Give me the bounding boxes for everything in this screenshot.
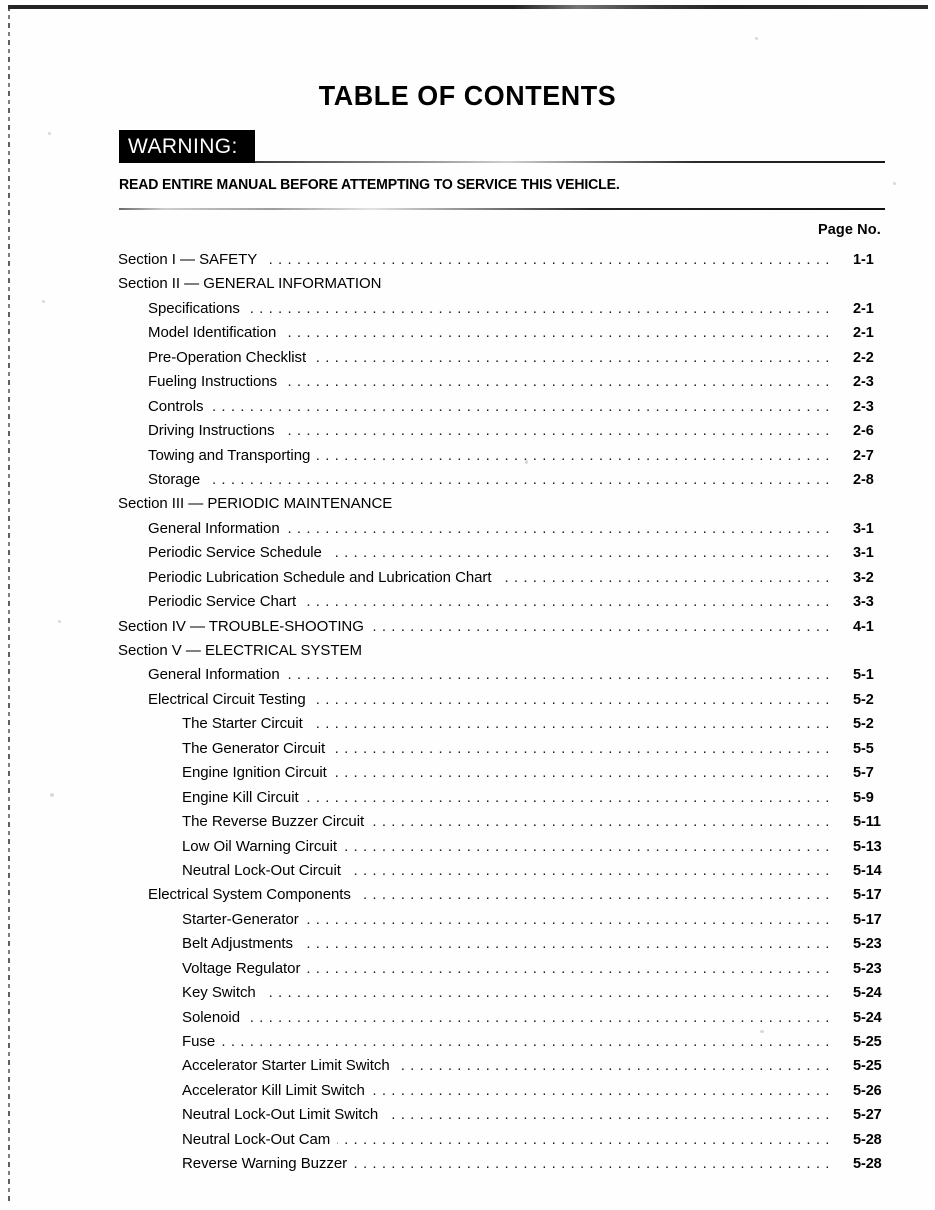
toc-entry-page-number: 3-2 bbox=[853, 569, 874, 586]
toc-row[interactable] bbox=[0, 737, 935, 761]
toc-entry-label: Engine Kill Circuit bbox=[182, 786, 306, 810]
toc-entry-label: Section I — SAFETY bbox=[118, 248, 264, 272]
scan-speck bbox=[48, 132, 51, 135]
toc-entry-label: Fuse bbox=[182, 1030, 222, 1054]
toc-entry-label: Solenoid bbox=[182, 1006, 247, 1030]
toc-entry-page-number: 5-28 bbox=[853, 1156, 882, 1173]
toc-entry-page-number: 5-14 bbox=[853, 862, 882, 879]
toc-entry-label: Specifications bbox=[148, 297, 247, 321]
toc-entry-page-number: 5-24 bbox=[853, 1009, 882, 1026]
toc-row[interactable] bbox=[0, 1030, 935, 1054]
toc-row[interactable] bbox=[0, 590, 935, 614]
toc-entry-label: General Information bbox=[148, 663, 287, 687]
toc-entry-page-number: 2-6 bbox=[853, 423, 874, 440]
toc-entry-page-number: 5-7 bbox=[853, 765, 874, 782]
toc-entry-label: The Starter Circuit bbox=[182, 712, 310, 736]
toc-entry-label: Periodic Lubrication Schedule and Lubrication Chart bbox=[148, 566, 499, 590]
toc-entry-page-number: 5-17 bbox=[853, 887, 882, 904]
toc-entry-label: Engine Ignition Circuit bbox=[182, 761, 334, 785]
toc-row[interactable] bbox=[0, 297, 935, 321]
toc-entry-page-number: 2-3 bbox=[853, 398, 874, 415]
toc-row[interactable] bbox=[0, 981, 935, 1005]
toc-entry-label: Accelerator Kill Limit Switch bbox=[182, 1079, 372, 1103]
toc-row[interactable] bbox=[0, 541, 935, 565]
toc-entry-page-number: 5-11 bbox=[853, 814, 881, 831]
toc-entry-label: Neutral Lock-Out Cam bbox=[182, 1128, 337, 1152]
warning-message: READ ENTIRE MANUAL BEFORE ATTEMPTING TO SERVICE THIS VEHICLE. bbox=[119, 177, 620, 193]
toc-row[interactable] bbox=[0, 761, 935, 785]
toc-row[interactable] bbox=[0, 272, 935, 296]
toc-entry-label: Section IV — TROUBLE-SHOOTING bbox=[118, 615, 371, 639]
scan-edge-top bbox=[8, 5, 928, 9]
toc-row[interactable] bbox=[0, 810, 935, 834]
toc-row[interactable] bbox=[0, 492, 935, 516]
leader-dots bbox=[182, 1030, 830, 1054]
toc-entry-page-number: 5-25 bbox=[853, 1034, 882, 1050]
toc-entry-label: Low Oil Warning Circuit bbox=[182, 835, 344, 859]
toc-entry-label: Accelerator Starter Limit Switch bbox=[182, 1054, 397, 1078]
toc-entry-label: General Information bbox=[148, 517, 287, 541]
leader-dots bbox=[148, 297, 830, 321]
toc-row[interactable] bbox=[0, 248, 935, 272]
toc-row[interactable] bbox=[0, 444, 935, 468]
table-of-contents-list bbox=[0, 248, 935, 1177]
toc-row[interactable] bbox=[0, 615, 935, 639]
toc-entry-label: Periodic Service Chart bbox=[148, 590, 303, 614]
toc-entry-page-number: 5-23 bbox=[853, 960, 882, 977]
toc-entry-label: Periodic Service Schedule bbox=[148, 541, 329, 565]
toc-row[interactable] bbox=[0, 688, 935, 712]
toc-entry-page-number: 2-3 bbox=[853, 374, 874, 391]
toc-row[interactable] bbox=[0, 859, 935, 883]
toc-row[interactable] bbox=[0, 419, 935, 443]
toc-row[interactable] bbox=[0, 1152, 935, 1176]
toc-row[interactable] bbox=[0, 468, 935, 492]
toc-row[interactable] bbox=[0, 566, 935, 590]
leader-dots bbox=[182, 1006, 830, 1030]
toc-row[interactable] bbox=[0, 517, 935, 541]
toc-entry-page-number: 5-23 bbox=[853, 936, 882, 953]
toc-row[interactable] bbox=[0, 712, 935, 736]
toc-entry-page-number: 5-26 bbox=[853, 1082, 882, 1099]
page-title: TABLE OF CONTENTS bbox=[318, 80, 617, 111]
toc-entry-page-number: 5-1 bbox=[853, 667, 874, 684]
toc-entry-label: Controls bbox=[148, 395, 210, 419]
toc-entry-label: Pre-Operation Checklist bbox=[148, 346, 313, 370]
warning-badge: WARNING: bbox=[119, 130, 255, 163]
toc-entry-page-number: 2-8 bbox=[853, 471, 874, 488]
page-number-column-header: Page No. bbox=[818, 222, 881, 238]
toc-row[interactable] bbox=[0, 639, 935, 663]
toc-entry-label: Neutral Lock-Out Circuit bbox=[182, 859, 348, 883]
toc-entry-label: Voltage Regulator bbox=[182, 957, 307, 981]
toc-entry-label: Belt Adjustments bbox=[182, 932, 300, 956]
toc-entry-label: Model Identification bbox=[148, 321, 283, 345]
toc-entry-page-number: 3-3 bbox=[853, 594, 874, 611]
toc-entry-page-number: 5-17 bbox=[853, 911, 882, 928]
toc-entry-page-number: 5-24 bbox=[853, 985, 882, 1002]
toc-entry-label: Section V — ELECTRICAL SYSTEM bbox=[118, 639, 369, 663]
toc-entry-label: Reverse Warning Buzzer bbox=[182, 1152, 354, 1176]
leader-dots bbox=[148, 468, 830, 492]
toc-row[interactable] bbox=[0, 1079, 935, 1103]
toc-row[interactable] bbox=[0, 395, 935, 419]
toc-entry-page-number: 5-25 bbox=[853, 1058, 882, 1075]
toc-row[interactable] bbox=[0, 321, 935, 345]
toc-row[interactable] bbox=[0, 1103, 935, 1127]
toc-entry-label: Neutral Lock-Out Limit Switch bbox=[182, 1103, 385, 1127]
toc-entry-label: Starter-Generator bbox=[182, 908, 306, 932]
toc-entry-label: Key Switch bbox=[182, 981, 263, 1005]
toc-row[interactable] bbox=[0, 1128, 935, 1152]
toc-entry-label: Section III — PERIODIC MAINTENANCE bbox=[118, 492, 399, 516]
scan-speck bbox=[755, 37, 758, 40]
toc-row[interactable] bbox=[0, 370, 935, 394]
toc-entry-page-number: 2-2 bbox=[853, 349, 874, 366]
toc-row[interactable] bbox=[0, 663, 935, 687]
warning-divider-rule bbox=[255, 161, 885, 163]
toc-entry-page-number: 5-5 bbox=[853, 740, 874, 757]
leader-dots bbox=[148, 395, 830, 419]
toc-row[interactable] bbox=[0, 1054, 935, 1078]
toc-entry-page-number: 5-9 bbox=[853, 789, 874, 806]
toc-row[interactable] bbox=[0, 932, 935, 956]
scan-speck bbox=[893, 182, 896, 185]
toc-entry-page-number: 5-28 bbox=[853, 1131, 882, 1148]
toc-entry-label: Fueling Instructions bbox=[148, 370, 284, 394]
toc-entry-page-number: 5-2 bbox=[853, 716, 874, 733]
toc-row[interactable] bbox=[0, 346, 935, 370]
toc-entry-page-number: 3-1 bbox=[853, 545, 874, 562]
toc-entry-label: Towing and Transporting bbox=[148, 444, 317, 468]
toc-entry-page-number: 2-7 bbox=[853, 447, 874, 464]
toc-entry-page-number: 5-27 bbox=[853, 1107, 882, 1124]
leader-dots bbox=[182, 981, 830, 1005]
toc-entry-page-number: 3-1 bbox=[853, 520, 874, 537]
toc-row[interactable] bbox=[0, 1006, 935, 1030]
toc-row[interactable] bbox=[0, 883, 935, 907]
toc-row[interactable] bbox=[0, 957, 935, 981]
toc-row[interactable] bbox=[0, 786, 935, 810]
toc-entry-page-number: 2-1 bbox=[853, 300, 874, 317]
toc-entry-page-number: 5-13 bbox=[853, 838, 882, 855]
toc-entry-label: Electrical System Components bbox=[148, 883, 358, 907]
toc-row[interactable] bbox=[0, 908, 935, 932]
toc-entry-label: The Reverse Buzzer Circuit bbox=[182, 810, 371, 834]
header-divider-rule bbox=[119, 208, 885, 210]
toc-entry-label: The Generator Circuit bbox=[182, 737, 332, 761]
toc-entry-page-number: 2-1 bbox=[853, 325, 874, 342]
toc-entry-label: Storage bbox=[148, 468, 207, 492]
toc-entry-page-number: 5-2 bbox=[853, 691, 874, 708]
toc-entry-page-number: 4-1 bbox=[853, 618, 874, 635]
toc-entry-label: Electrical Circuit Testing bbox=[148, 688, 313, 712]
toc-row[interactable] bbox=[0, 835, 935, 859]
toc-entry-page-number: 1-1 bbox=[853, 252, 874, 268]
toc-entry-label: Driving Instructions bbox=[148, 419, 282, 443]
toc-entry-label: Section II — GENERAL INFORMATION bbox=[118, 272, 388, 296]
